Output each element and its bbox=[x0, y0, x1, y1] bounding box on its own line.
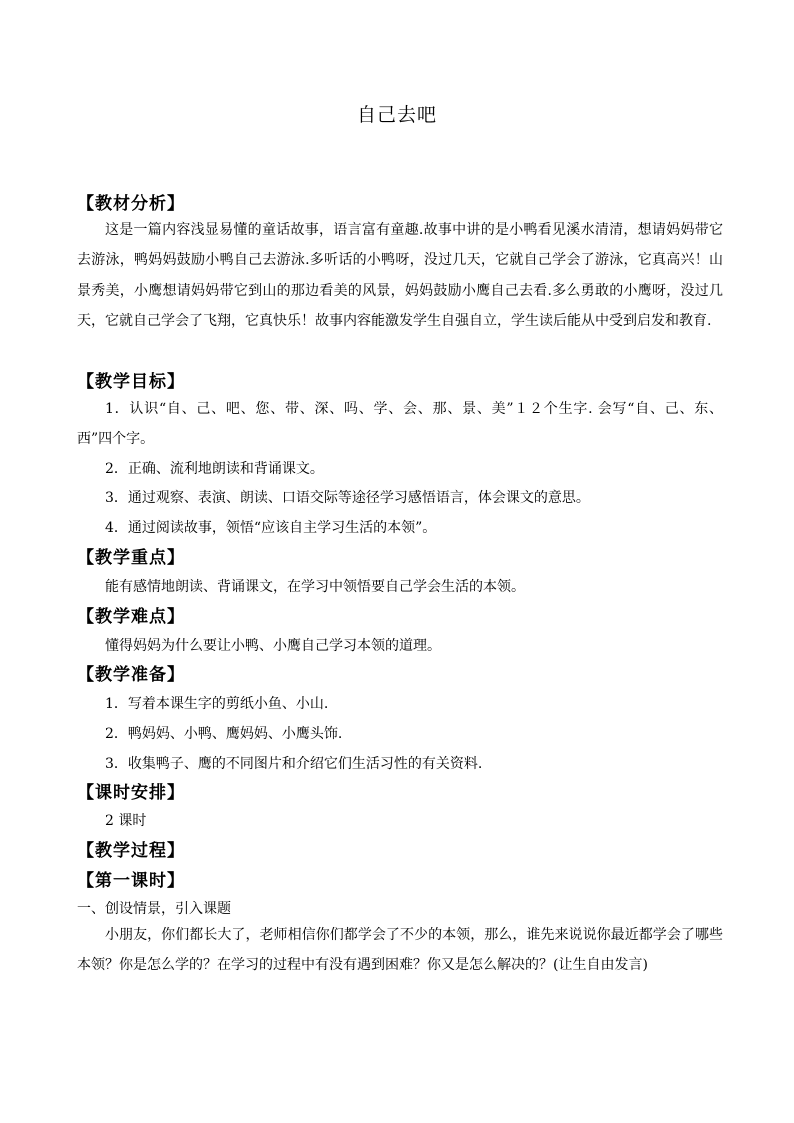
step-1-text: 小朋友，你们都长大了，老师相信你们都学会了不少的本领，那么，谁先来说说你最近都学会了哪些本领？你是怎么学的？在学习的过程中有没有遇到困难？你又是怎么解决的？(让生自由发言) bbox=[77, 927, 723, 974]
step-1-heading: 一、创设情景，引入课题 bbox=[77, 901, 231, 917]
heading-preparation: 【教学准备】 bbox=[77, 665, 185, 685]
schedule-text: 2 课时 bbox=[105, 813, 147, 829]
preparation-item-1: 1．写着本课生字的剪纸小鱼、小山. bbox=[105, 696, 329, 712]
goal-item-4: 4．通过阅读故事，领悟“应该自主学习生活的本领”。 bbox=[105, 520, 437, 536]
heading-process: 【教学过程】 bbox=[77, 841, 185, 861]
material-analysis-text: 这是一篇内容浅显易懂的童话故事，语言富有童趣.故事中讲的是小鸭看见溪水清清，想请妈妈带它去游泳，鸭妈妈鼓励小鸭自己去游泳.多听话的小鸭呀，没过几天，它就自己学会了游泳，它真高兴！山景秀美，小鹰想请妈妈带它到山的那边看美的风景，妈妈鼓励小鹰自己去看.多么勇敢的小鹰呀，没过几天，它就自己学会了飞翔，它真快乐！故事内容能激发学生自强自立，学生读后能从中受到启发和教育. bbox=[77, 222, 723, 329]
document-title: 自己去吧 bbox=[356, 104, 437, 126]
heading-material-analysis: 【教材分析】 bbox=[77, 194, 185, 214]
goal-item-2: 2．正确、流利地朗读和背诵课文。 bbox=[105, 461, 324, 477]
heading-key-points: 【教学重点】 bbox=[77, 548, 185, 568]
preparation-item-3: 3．收集鸭子、鹰的不同图片和介绍它们生活习性的有关资料. bbox=[105, 756, 483, 772]
heading-schedule: 【课时安排】 bbox=[77, 783, 185, 803]
goal-item-1: 1．认识“自、己、吧、您、带、深、吗、学、会、那、景、美”１２个生字. 会写“自、己、东、西”四个字。 bbox=[77, 401, 723, 448]
heading-difficulties: 【教学难点】 bbox=[77, 607, 185, 627]
key-points-text: 能有感情地朗读、背诵课文，在学习中领悟要自己学会生活的本领。 bbox=[105, 579, 525, 595]
heading-teaching-goals: 【教学目标】 bbox=[77, 372, 185, 392]
difficulties-text: 懂得妈妈为什么要让小鸭、小鹰自己学习本领的道理。 bbox=[105, 638, 441, 654]
heading-first-lesson: 【第一课时】 bbox=[77, 871, 185, 891]
goal-item-3: 3．通过观察、表演、朗读、口语交际等途径学习感悟语言，体会课文的意思。 bbox=[105, 490, 590, 506]
preparation-item-2: 2．鸭妈妈、小鸭、鹰妈妈、小鹰头饰. bbox=[105, 726, 343, 742]
